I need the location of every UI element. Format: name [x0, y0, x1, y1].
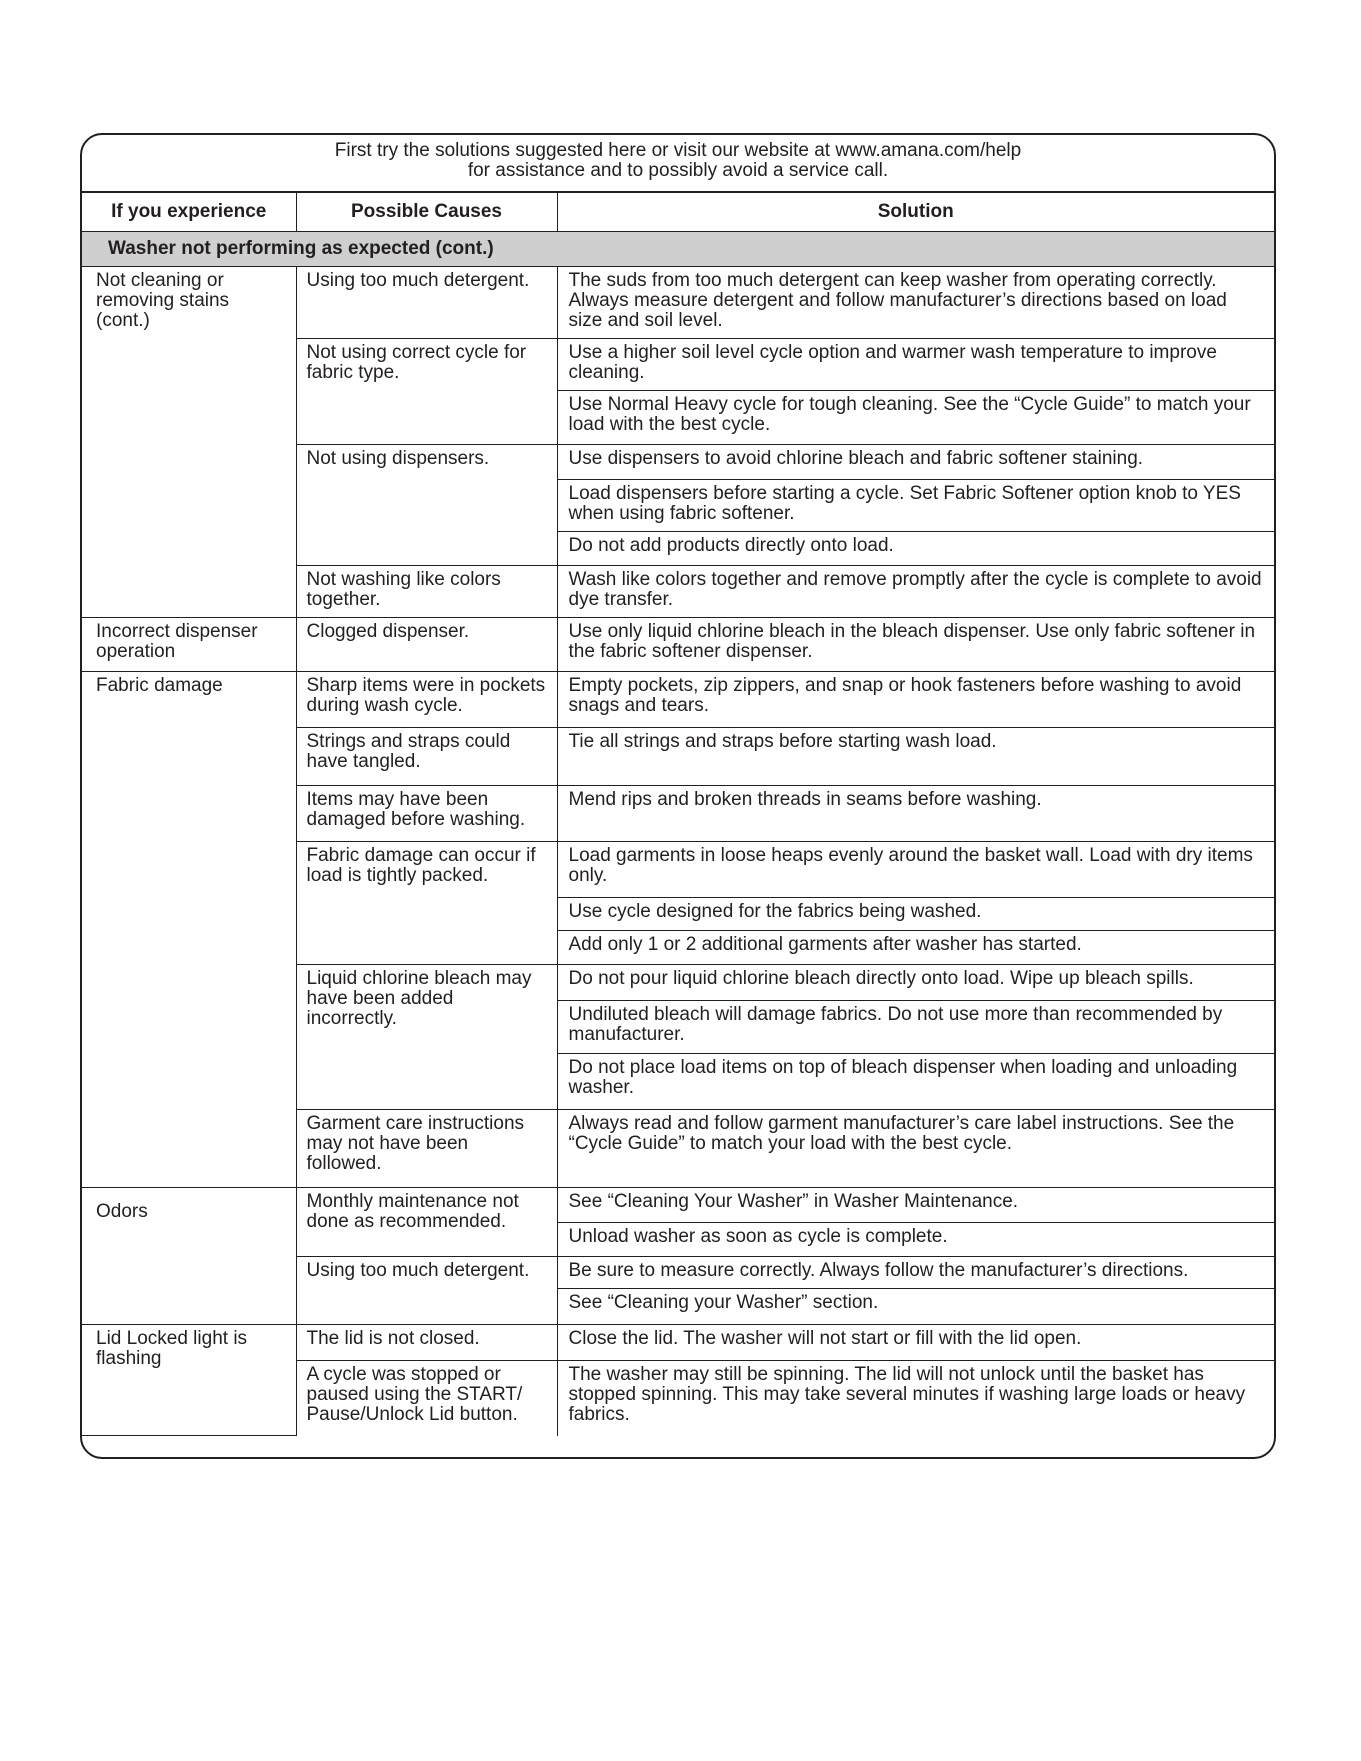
solution-cell: Mend rips and broken threads in seams before washing.: [557, 786, 1274, 842]
solution-cell: Use cycle designed for the fabrics being washed.: [557, 898, 1274, 931]
experience-cell: Not cleaning or removing stains (cont.): [82, 267, 296, 618]
header-row: [82, 193, 1274, 232]
solution-cell: Load garments in loose heaps evenly around the basket wall. Load with dry items only.: [557, 842, 1274, 898]
header-causes: Possible Causes: [296, 193, 557, 232]
cause-cell: Not using dispensers.: [296, 445, 557, 566]
table-row: [82, 618, 1274, 672]
cause-cell: Fabric damage can occur if load is tightly packed.: [296, 842, 557, 965]
solution-cell: See “Cleaning Your Washer” in Washer Maintenance.: [557, 1188, 1274, 1223]
experience-cell: Fabric damage: [82, 672, 296, 1188]
experience-cell: Odors: [82, 1188, 296, 1325]
solution-cell: The washer may still be spinning. The lid will not unlock until the basket has stopped spinning. This may take several minutes if washing large loads or heavy fabrics.: [557, 1361, 1274, 1436]
solution-cell: Tie all strings and straps before starting wash load.: [557, 728, 1274, 786]
troubleshooting-table: [82, 193, 1274, 1436]
solution-cell: Do not add products directly onto load.: [557, 532, 1274, 566]
solution-cell: Do not place load items on top of bleach dispenser when loading and unloading washer.: [557, 1054, 1274, 1110]
cause-cell: The lid is not closed.: [296, 1325, 557, 1361]
cause-cell: Not using correct cycle for fabric type.: [296, 339, 557, 445]
experience-cell: Incorrect dispenser operation: [82, 618, 296, 672]
troubleshooting-table-frame: [80, 133, 1276, 1459]
solution-cell: Add only 1 or 2 additional garments after washer has started.: [557, 931, 1274, 965]
solution-cell: Wash like colors together and remove promptly after the cycle is complete to avoid dye transfer.: [557, 566, 1274, 618]
solution-cell: Use dispensers to avoid chlorine bleach and fabric softener staining.: [557, 445, 1274, 480]
solution-cell: Load dispensers before starting a cycle. Set Fabric Softener option knob to YES when using fabric softener.: [557, 480, 1274, 532]
header-solution: Solution: [557, 193, 1274, 232]
solution-cell: Undiluted bleach will damage fabrics. Do not use more than recommended by manufacturer.: [557, 1001, 1274, 1054]
solution-cell: Use Normal Heavy cycle for tough cleaning. See the “Cycle Guide” to match your load with the best cycle.: [557, 391, 1274, 445]
solution-cell: Be sure to measure correctly. Always follow the manufacturer’s directions.: [557, 1257, 1274, 1289]
table-row: [82, 267, 1274, 339]
cause-cell: A cycle was stopped or paused using the START/ Pause/Unlock Lid button.: [296, 1361, 557, 1436]
solution-cell: Empty pockets, zip zippers, and snap or hook fasteners before washing to avoid snags and tears.: [557, 672, 1274, 728]
solution-cell: Use a higher soil level cycle option and warmer wash temperature to improve cleaning.: [557, 339, 1274, 391]
solution-cell: Use only liquid chlorine bleach in the bleach dispenser. Use only fabric softener in the fabric softener dispenser.: [557, 618, 1274, 672]
cause-cell: Items may have been damaged before washing.: [296, 786, 557, 842]
cause-cell: Liquid chlorine bleach may have been added incorrectly.: [296, 965, 557, 1110]
solution-cell: Close the lid. The washer will not start or fill with the lid open.: [557, 1325, 1274, 1361]
solution-cell: See “Cleaning your Washer” section.: [557, 1289, 1274, 1325]
table-row: [82, 1325, 1274, 1361]
header-experience: If you experience: [82, 193, 296, 232]
intro-line-2: for assistance and to possibly avoid a service call.: [467, 160, 889, 181]
section-title: Washer not performing as expected (cont.): [82, 232, 1274, 267]
cause-cell: Using too much detergent.: [296, 267, 557, 339]
solution-cell: Do not pour liquid chlorine bleach directly onto load. Wipe up bleach spills.: [557, 965, 1274, 1001]
cause-cell: Garment care instructions may not have been followed.: [296, 1110, 557, 1188]
solution-cell: Always read and follow garment manufacturer’s care label instructions. See the “Cycle Guide” to match your load with the best cycle.: [557, 1110, 1274, 1188]
experience-cell: Lid Locked light is flashing: [82, 1325, 296, 1436]
intro-text: [82, 135, 1274, 193]
table-row: [82, 1188, 1274, 1223]
table-row: [82, 672, 1274, 728]
solution-cell: Unload washer as soon as cycle is complete.: [557, 1223, 1274, 1257]
cause-cell: Strings and straps could have tangled.: [296, 728, 557, 786]
section-row: [82, 232, 1274, 267]
cause-cell: Clogged dispenser.: [296, 618, 557, 672]
intro-line-1: First try the solutions suggested here or visit our website at www.amana.com/help: [334, 140, 1022, 161]
solution-cell: The suds from too much detergent can keep washer from operating correctly. Always measure detergent and follow manufacturer’s directions based on load size and soil level.: [557, 267, 1274, 339]
cause-cell: Using too much detergent.: [296, 1257, 557, 1325]
cause-cell: Sharp items were in pockets during wash cycle.: [296, 672, 557, 728]
cause-cell: Not washing like colors together.: [296, 566, 557, 618]
cause-cell: Monthly maintenance not done as recommended.: [296, 1188, 557, 1257]
